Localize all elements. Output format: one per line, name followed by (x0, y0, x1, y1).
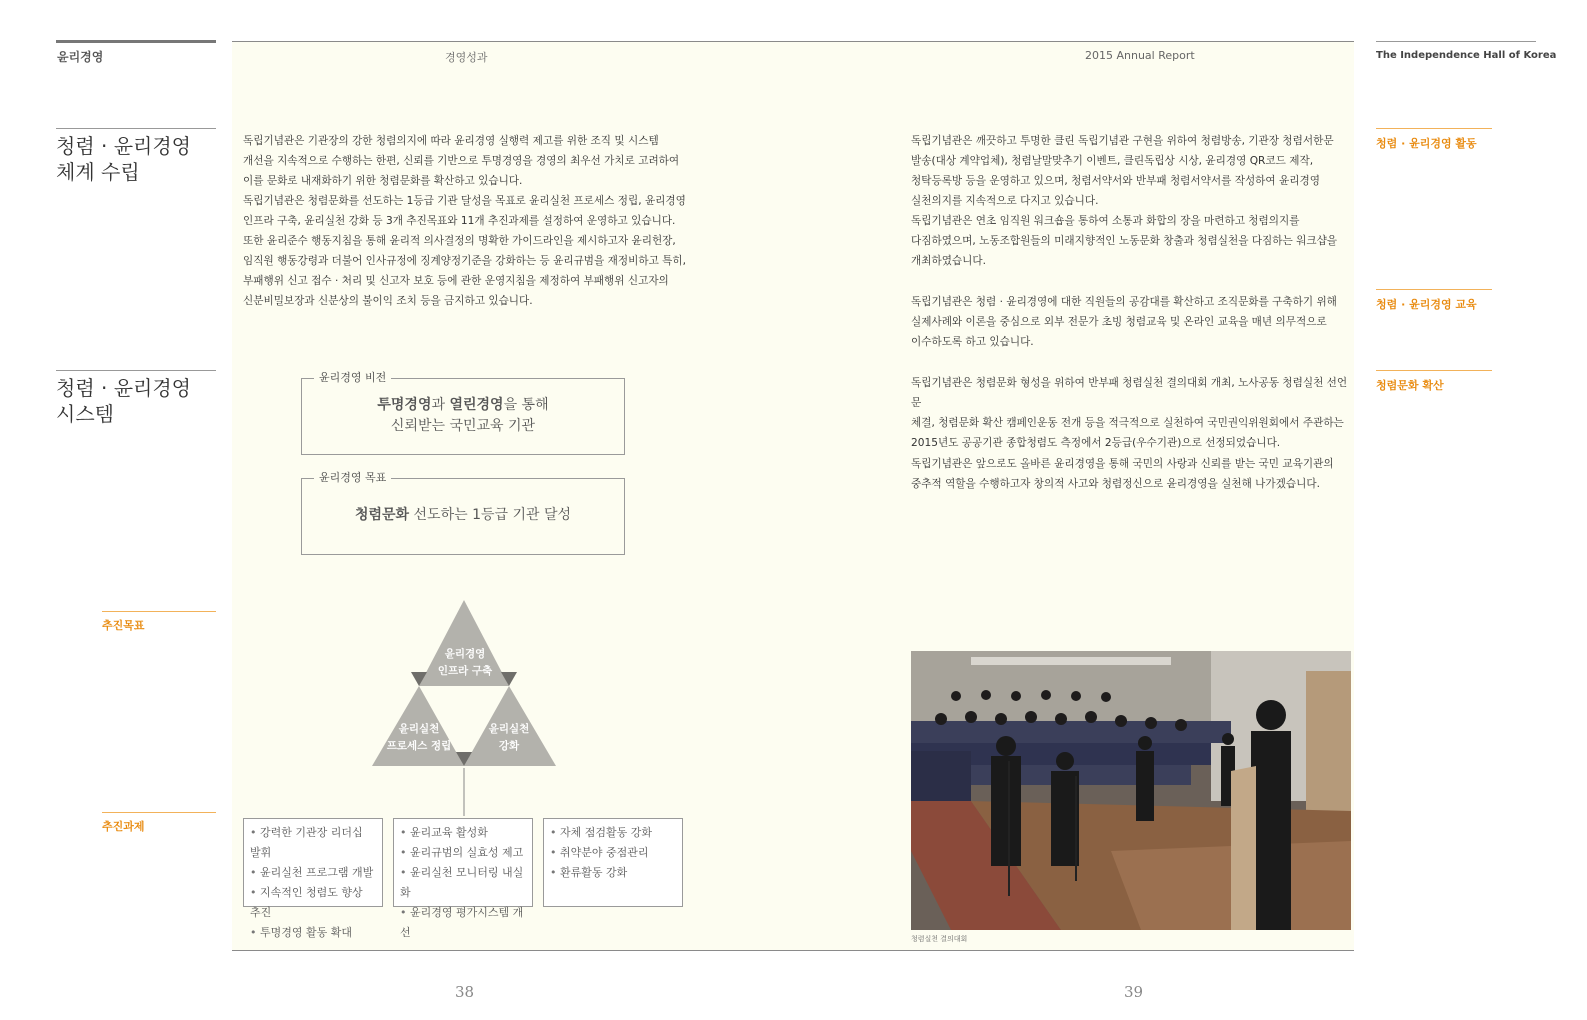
right-body-block-1 (911, 131, 1351, 271)
section1-rule (56, 128, 216, 129)
list-item: • 투명경영 활동 확대 (250, 923, 376, 943)
vision-statement (301, 395, 625, 437)
section2-title-line1: 청렴 · 윤리경영 (56, 376, 191, 400)
triangle-right-label (464, 721, 554, 755)
goal-statement (301, 505, 625, 526)
publisher-name: The Independence Hall of Korea (1376, 50, 1557, 61)
goal-rest: 선도하는 1등급 기관 달성 (409, 507, 572, 523)
activity-label-rule (1376, 128, 1492, 129)
left-body-line: 개선을 지속적으로 수행하는 한편, 신뢰를 기반으로 투명경영을 경영의 최우선 가치로 고려하여 (243, 155, 680, 167)
list-item: • 강력한 기관장 리더십 발휘 (250, 823, 376, 863)
right-body-line: 독립기념관은 청렴 · 윤리경영에 대한 직원들의 공감대를 확산하고 조직문화를 구축하기 위해 (911, 296, 1337, 308)
right-body-line: 독립기념관은 청렴문화 형성을 위하여 반부패 청렴실천 결의대회 개최, 노사공동 청렴실천 선언문 (911, 377, 1348, 409)
vision-line-2: 신뢰받는 국민교육 기관 (390, 418, 536, 434)
task-label: 추진과제 (102, 820, 145, 833)
right-body-line: 중추적 역할을 수행하고자 창의적 사고와 청렴정신으로 윤리경영을 실천해 나가겠습니다. (911, 478, 1320, 490)
list-item: • 윤리경영 평가시스템 개선 (400, 903, 526, 943)
section2-title-line2: 시스템 (56, 402, 114, 426)
task-label-rule (102, 812, 216, 813)
left-body-line: 또한 윤리준수 행동지침을 통해 윤리적 의사결정의 명확한 가이드라인을 제시하고자 윤리헌장, (243, 235, 676, 247)
list-item: • 윤리교육 활성화 (400, 823, 526, 843)
right-body-line: 이수하도록 하고 있습니다. (911, 336, 1034, 348)
vision-box-label: 윤리경영 비전 (314, 369, 391, 385)
left-header-rule (56, 40, 216, 43)
triangle-left-line2: 프로세스 정립 (386, 740, 452, 752)
list-item: • 자체 점검활동 강화 (550, 823, 676, 843)
list-item: • 윤리실천 프로그램 개발 (250, 863, 376, 883)
photo-caption: 청렴실천 결의대회 (911, 935, 968, 943)
right-body-line: 체결, 청렴문화 확산 캠페인운동 전개 등을 적극적으로 실천하여 국민권익위원회에서 주관하는 (911, 417, 1344, 429)
list-item: • 환류활동 강화 (550, 863, 676, 883)
right-page-number: 39 (1124, 983, 1144, 1001)
right-body-block-2 (911, 292, 1351, 352)
left-body-line: 독립기념관은 기관장의 강한 청렴의지에 따라 윤리경영 실행력 제고를 위한 조직 및 시스템 (243, 135, 659, 147)
left-body-line: 이를 문화로 내재화하기 위한 청렴문화를 확산하고 있습니다. (243, 175, 523, 187)
triangle-left-line1: 윤리실천 (398, 723, 440, 735)
section-header: 윤리경영 (57, 50, 104, 64)
vision-mid-2: 을 통해 (503, 397, 549, 413)
culture-label-rule (1376, 370, 1492, 371)
triangle-left-label (374, 721, 464, 755)
goal-box-label: 윤리경영 목표 (314, 469, 391, 485)
right-body-line: 2015년도 공공기관 종합청렴도 측정에서 2등급(우수기관)으로 선정되었습니다. (911, 437, 1281, 449)
right-body-line: 독립기념관은 앞으로도 올바른 윤리경영을 통해 국민의 사랑과 신뢰를 받는 국민 교육기관의 (911, 458, 1334, 470)
triangle-right-line2: 강화 (498, 740, 520, 752)
section1-title (56, 133, 191, 185)
triangle-diagram (360, 598, 565, 818)
education-label-rule (1376, 289, 1492, 290)
section1-title-line2: 체계 수립 (56, 160, 140, 184)
right-body-line: 다짐하였으며, 노동조합원들의 미래지향적인 노동문화 창출과 청렴실천을 다짐하는 워크샵을 (911, 235, 1338, 247)
vision-bold-2: 열린경영 (449, 397, 504, 413)
vision-bold-1: 투명경영 (377, 397, 432, 413)
triangle-top-line1: 윤리경영 (444, 648, 486, 660)
culture-label: 청렴문화 확산 (1376, 379, 1444, 392)
right-page-label: 2015 Annual Report (1085, 49, 1195, 62)
activity-label: 청렴 · 윤리경영 활동 (1376, 137, 1477, 150)
list-item: • 취약분야 중점관리 (550, 843, 676, 863)
right-body-line: 실제사례와 이론을 중심으로 외부 전문가 초빙 청렴교육 및 온라인 교육을 매년 의무적으로 (911, 316, 1327, 328)
goal-label: 추진목표 (102, 619, 145, 632)
left-body-line: 독립기념관은 청렴문화를 선도하는 1등급 기관 달성을 목표로 윤리실천 프로세스 정립, 윤리경영 (243, 195, 686, 207)
header-rule (232, 41, 1354, 42)
left-body-line: 인프라 구축, 윤리실천 강화 등 3개 추진목표와 11개 추진과제를 설정하여 운영하고 있습니다. (243, 215, 676, 227)
footer-rule (232, 950, 1354, 951)
vision-mid-1: 과 (431, 397, 450, 413)
section1-title-line1: 청렴 · 윤리경영 (56, 134, 191, 158)
right-header-rule (1376, 41, 1536, 42)
right-body-line: 독립기념관은 연초 임직원 워크숍을 통하여 소통과 화합의 장을 마련하고 청렴의지를 (911, 215, 1300, 227)
ceremony-photo (911, 651, 1351, 930)
right-body-line: 실천의지를 지속적으로 다지고 있습니다. (911, 195, 1099, 207)
right-body-block-3 (911, 373, 1351, 453)
triangle-top-line2: 인프라 구축 (437, 665, 493, 677)
right-body-block-4 (911, 454, 1351, 494)
section2-title (56, 375, 191, 427)
left-body-line: 신분비밀보장과 신분상의 불이익 조치 등을 금지하고 있습니다. (243, 295, 533, 307)
right-body-line: 개최하였습니다. (911, 255, 987, 267)
section2-rule (56, 370, 216, 371)
list-item: • 지속적인 청렴도 향상 추진 (250, 883, 376, 923)
task-box-1 (243, 818, 383, 939)
left-body-line: 부패행위 신고 접수 · 처리 및 신고자 보호 등에 관한 운영지침을 제정하여 부패행위 신고자의 (243, 275, 669, 287)
triangle-top-label (420, 646, 510, 680)
left-page-label: 경영성과 (445, 51, 488, 64)
right-body-line: 청탁등록방 등을 운영하고 있으며, 청렴서약서와 반부패 청렴서약서를 작성하여 윤리경영 (911, 175, 1320, 187)
task-box-2 (393, 818, 533, 939)
education-label: 청렴 · 윤리경영 교육 (1376, 298, 1477, 311)
left-page-number: 38 (455, 983, 475, 1001)
list-item: • 윤리실천 모니터링 내실화 (400, 863, 526, 903)
left-body-line: 임직원 행동강령과 더불어 인사규정에 징계양정기준을 강화하는 등 윤리규범을 재정비하고 특히, (243, 255, 687, 267)
triangle-right-line1: 윤리실천 (488, 723, 530, 735)
list-item: • 윤리규범의 실효성 제고 (400, 843, 526, 863)
task-box-3 (543, 818, 683, 907)
right-body-line: 독립기념관은 깨끗하고 투명한 클린 독립기념관 구현을 위하여 청렴방송, 기관장 청렴서한문 (911, 135, 1334, 147)
right-body-line: 발송(대상 계약업체), 청렴날말맞추기 이벤트, 클린독립상 시상, 윤리경영 QR코드 제작, (911, 155, 1314, 167)
goal-label-rule (102, 611, 216, 612)
left-body-text (243, 131, 693, 311)
goal-bold: 청렴문화 (354, 507, 410, 523)
